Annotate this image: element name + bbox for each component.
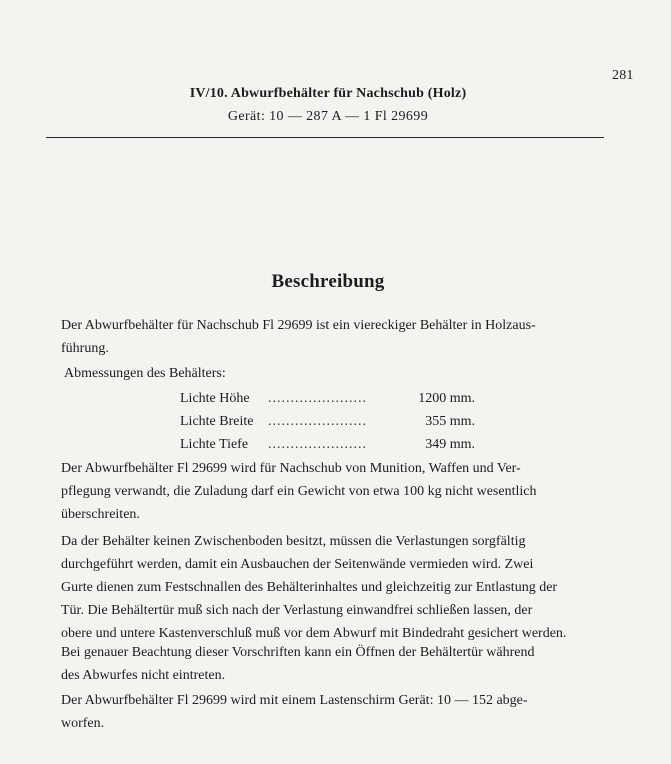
header-title: IV/10. Abwurfbehälter für Nachschub (Holz) xyxy=(189,86,467,101)
paragraph-line: Tür. Die Behältertür muß sich nach der Verlastung einwandfrei schließen lassen, der xyxy=(61,603,533,618)
dimension-row xyxy=(180,387,480,410)
paragraph-4 xyxy=(61,641,609,687)
header-subtitle: Gerät: 10 — 287 A — 1 Fl 29699 xyxy=(227,109,429,124)
paragraph-line: Bei genauer Beachtung dieser Vorschriften kann ein Öffnen der Behältertür während xyxy=(61,645,535,660)
dimension-label: Lichte Breite xyxy=(180,414,254,429)
dimension-label: Lichte Tiefe xyxy=(180,437,249,452)
paragraph-line: überschreiten. xyxy=(61,507,140,522)
dimension-value: 349 mm. xyxy=(425,437,475,452)
paragraph-line: Der Abwurfbehälter für Nachschub Fl 29699 ist ein viereckiger Behälter in Holzaus- xyxy=(61,318,536,333)
paragraph-line: Der Abwurfbehälter Fl 29699 wird für Nachschub von Munition, Waffen und Ver- xyxy=(61,461,521,476)
dimensions-intro: Abmessungen des Behälters: xyxy=(64,366,226,381)
dimension-value: 355 mm. xyxy=(425,414,475,429)
dimension-row xyxy=(180,433,480,456)
paragraph-3 xyxy=(61,530,609,645)
paragraph-2 xyxy=(61,457,609,526)
paragraph-line: worfen. xyxy=(61,716,105,731)
paragraph-line: durchgeführt werden, damit ein Ausbauchen der Seitenwände vermieden wird. Zwei xyxy=(61,557,534,572)
page-number: 281 xyxy=(612,68,634,83)
dimension-value: 1200 mm. xyxy=(418,391,475,406)
paragraph-line: Der Abwurfbehälter Fl 29699 wird mit einem Lastenschirm Gerät: 10 — 152 abge- xyxy=(61,693,528,708)
paragraph-line: führung. xyxy=(61,341,109,356)
dimension-leader: ...................... xyxy=(268,437,367,452)
dimension-label: Lichte Höhe xyxy=(180,391,250,406)
section-title: Beschreibung xyxy=(271,271,385,292)
header-rule xyxy=(46,137,604,138)
paragraph-5 xyxy=(61,689,609,735)
paragraph-line: Da der Behälter keinen Zwischenboden besitzt, müssen die Verlastungen sorgfältig xyxy=(61,534,526,549)
dimension-leader: ...................... xyxy=(268,414,367,429)
paragraph-line: pflegung verwandt, die Zuladung darf ein Gewicht von etwa 100 kg nicht wesentlich xyxy=(61,484,537,499)
paragraph-line: Gurte dienen zum Festschnallen des Behälterinhaltes und gleichzeitig zur Entlastung der xyxy=(61,580,558,595)
dimension-row xyxy=(180,410,480,433)
dimensions-table xyxy=(180,387,480,456)
paragraph-line: obere und untere Kastenverschluß muß vor dem Abwurf mit Bindedraht gesichert werden. xyxy=(61,626,567,641)
dimension-leader: ...................... xyxy=(268,391,367,406)
paragraph-1 xyxy=(61,314,609,360)
paragraph-line: des Abwurfes nicht eintreten. xyxy=(61,668,226,683)
